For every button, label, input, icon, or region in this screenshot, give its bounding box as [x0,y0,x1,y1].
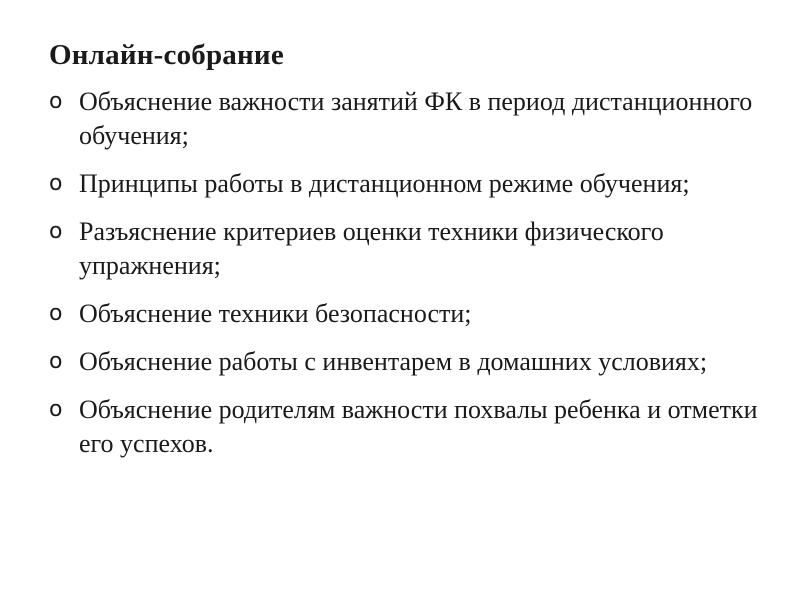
list-item [0,393,769,461]
hollow-circle-bullet-icon: o [49,171,63,196]
list-item-text: Объяснение техники безопасности; [79,299,472,328]
list-item-text: Принципы работы в дистанционном режиме обучения; [79,169,690,198]
list-item [0,167,769,201]
hollow-circle-bullet-icon: o [49,89,63,114]
bullet-list [0,85,800,475]
list-item [0,215,769,283]
hollow-circle-bullet-icon: o [49,301,63,326]
hollow-circle-bullet-icon: o [49,397,63,422]
hollow-circle-bullet-icon: o [49,219,63,244]
list-item-text: Объяснение работы с инвентарем в домашних условиях; [79,347,708,376]
list-item [0,85,769,153]
hollow-circle-bullet-icon: o [49,349,63,374]
slide-title: Онлайн-собрание [49,39,284,71]
list-item-text: Объяснение важности занятий ФК в период дистанционного обучения; [79,87,753,150]
list-item-text: Разъяснение критериев оценки техники физического упражнения; [79,217,664,280]
list-item-text: Объяснение родителям важности похвалы ребенка и отметки его успехов. [79,395,758,458]
list-item [0,297,769,331]
list-item [0,345,769,379]
